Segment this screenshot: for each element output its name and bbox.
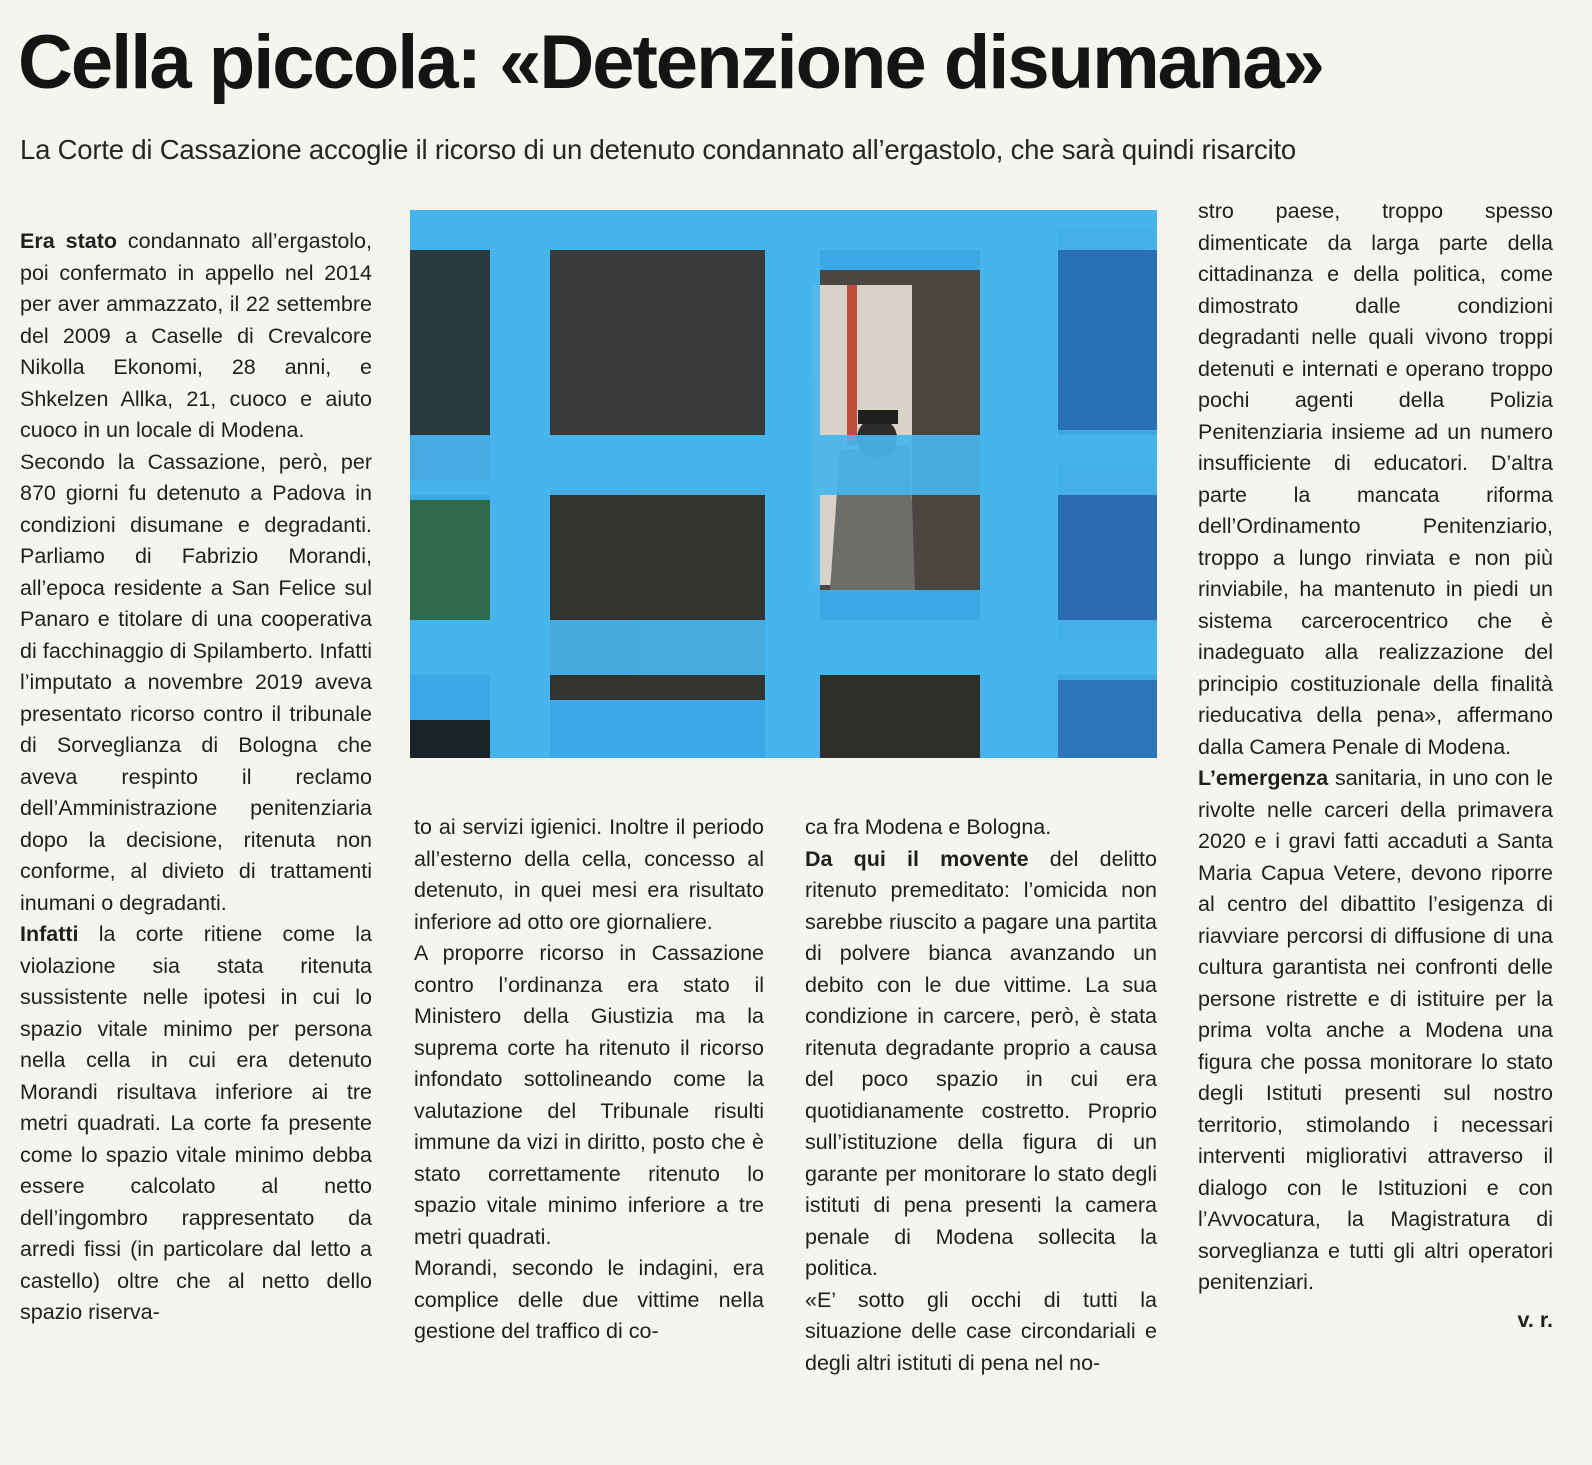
paragraph: «E’ sotto gli occhi di tutti la situazione delle case circondariali e degli altri istituti di pena nel no- bbox=[805, 1287, 1157, 1375]
paragraph: Morandi, secondo le indagini, era complice delle due vittime nella gestione del traffico di co- bbox=[414, 1256, 764, 1343]
article-column-1 bbox=[20, 226, 372, 1329]
paragraph-text: del delitto ritenuto premeditato: l’omicida non sarebbe riuscito a pagare una partita di polvere bianca avanzando un debito con le due vittime. La sua condizione in carcere, però, è stata ritenuta degradante proprio a causa del poco spazio in cui era quotidianamente costretto. Proprio sull’istituzione della figura di un garante per monitorare lo stato degli istituti di pena presenti la camera penale di Modena sollecita la politica. bbox=[805, 846, 1157, 1280]
paragraph: ca fra Modena e Bologna. bbox=[805, 815, 1052, 839]
window-pane-green bbox=[410, 500, 490, 620]
bar-horizontal bbox=[410, 620, 1157, 675]
door-frame-red-strip bbox=[847, 285, 857, 445]
lead-in: L’emergenza bbox=[1198, 766, 1329, 790]
article-photo bbox=[410, 210, 1157, 758]
paragraph bbox=[805, 844, 1157, 1285]
window-pane-blue bbox=[1058, 230, 1157, 430]
window-pane bbox=[820, 675, 980, 758]
paragraph-text: condannato all’ergastolo, poi confermato in appello nel 2014 per aver ammazzato, il 22 settembre del 2009 a Caselle di Crevalcore Nikolla Ekonomi, 28 anni, e Shkelzen Allka, 21, cuoco e aiuto cuoco in un locale di Modena. bbox=[20, 229, 372, 442]
subheadline: La Corte di Cassazione accoglie il ricorso di un detenuto condannato all’ergastolo, che sarà quindi risarcito bbox=[20, 134, 1297, 165]
lead-in: Infatti bbox=[20, 922, 79, 946]
paragraph-text: sanitaria, in uno con le rivolte nelle carceri della primavera 2020 e i gravi fatti accaduti a Santa Maria Capua Vetere, devono riporre al centro del dibattito l’esigenza di riavviare percorsi di diffusione di una cultura garantista nei confronti delle persone ristrette e di istituire per la prima volta anche a Modena una figura che possa monitorare lo stato degli Istituti presenti sul nostro territorio, stimolando i necessari interventi migliorativi attraverso il dialogo con le Istituzioni e con l’Avvocatura, la Magistratura di sorveglianza e tutti gli altri operatori penitenziari. bbox=[1198, 766, 1553, 1294]
paragraph: A proporre ricorso in Cassazione contro l’ordinanza era stato il Ministero della Giustizia ma la suprema corte ha ritenuto il ricorso infondato sottolineando come la valutazione del Tribunale risulti immune da vizi in diritto, posto che è stato correttamente ritenuto lo spazio vitale minimo inferiore a tre metri quadrati. bbox=[414, 941, 764, 1249]
bar-horizontal bbox=[410, 435, 1157, 495]
headline: Cella piccola: «Detenzione disumana» bbox=[18, 20, 1323, 105]
window-pane bbox=[550, 250, 765, 435]
lead-in: Era stato bbox=[20, 229, 117, 253]
article-column-4 bbox=[1198, 196, 1553, 1336]
paragraph-text: la corte ritiene come la violazione sia stata ritenuta sussistente nelle ipotesi in cui lo spazio vitale minimo per persona nella cella in cui era detenuto Morandi risultava inferiore ai tre metri quadrati. La corte fa presente come lo spazio vitale minimo debba essere calcolato al netto dell’ingombro rappresentato da arredi fissi (in particolare dal letto a castello) oltre che al netto dello spazio riserva- bbox=[20, 922, 372, 1324]
prison-window-image bbox=[410, 210, 1157, 758]
paragraph bbox=[20, 226, 372, 447]
lead-in: Da qui il movente bbox=[805, 846, 1029, 871]
guard-cap bbox=[858, 410, 898, 424]
paragraph: Secondo la Cassazione, però, per 870 giorni fu detenuto a Padova in condizioni disumane e degradanti. Parliamo di Fabrizio Morandi, all’epoca residente a San Felice sul Panaro e titolare di una cooperativa di facchinaggio di Spilamberto. Infatti l’imputato a novembre 2019 aveva presentato ricorso contro il tribunale di Sorveglianza di Bologna che aveva respinto il reclamo dell’Amministrazione penitenziaria dopo la decisione, ritenuta non conforme, al divieto di trattamenti inumani o degradanti. bbox=[20, 449, 372, 915]
window-pane bbox=[410, 720, 490, 758]
paragraph bbox=[20, 919, 372, 1329]
window-bars bbox=[410, 210, 1157, 758]
window-pane-blue bbox=[1058, 680, 1157, 758]
article-column-3 bbox=[805, 812, 1157, 1379]
paragraph: stro paese, troppo spesso dimenticate da larga parte della cittadinanza e della politica, come dimostrato dalle condizioni degradanti nelle quali vivono troppi detenuti e internati e operano troppo pochi agenti della Polizia Penitenziaria insieme ad un numero insufficiente di educatori. D’altra parte la mancata riforma dell’Ordinamento Penitenziario, troppo a lungo rinviata e non più rinviabile, ha mantenuto in piedi un sistema carcerocentrico che è inadeguato alla realizzazione del principio costituzionale della finalità rieducativa della pena», affermano dalla Camera Penale di Modena. bbox=[1198, 199, 1553, 759]
paragraph bbox=[1198, 763, 1553, 1299]
bar-horizontal bbox=[410, 210, 1157, 250]
paragraph: to ai servizi igienici. Inoltre il periodo all’esterno della cella, concesso al detenuto, in quei mesi era risultato inferiore ad otto ore giornaliere. bbox=[414, 815, 764, 934]
article-column-2 bbox=[414, 812, 764, 1348]
author-signature: v. r. bbox=[1517, 1307, 1553, 1332]
